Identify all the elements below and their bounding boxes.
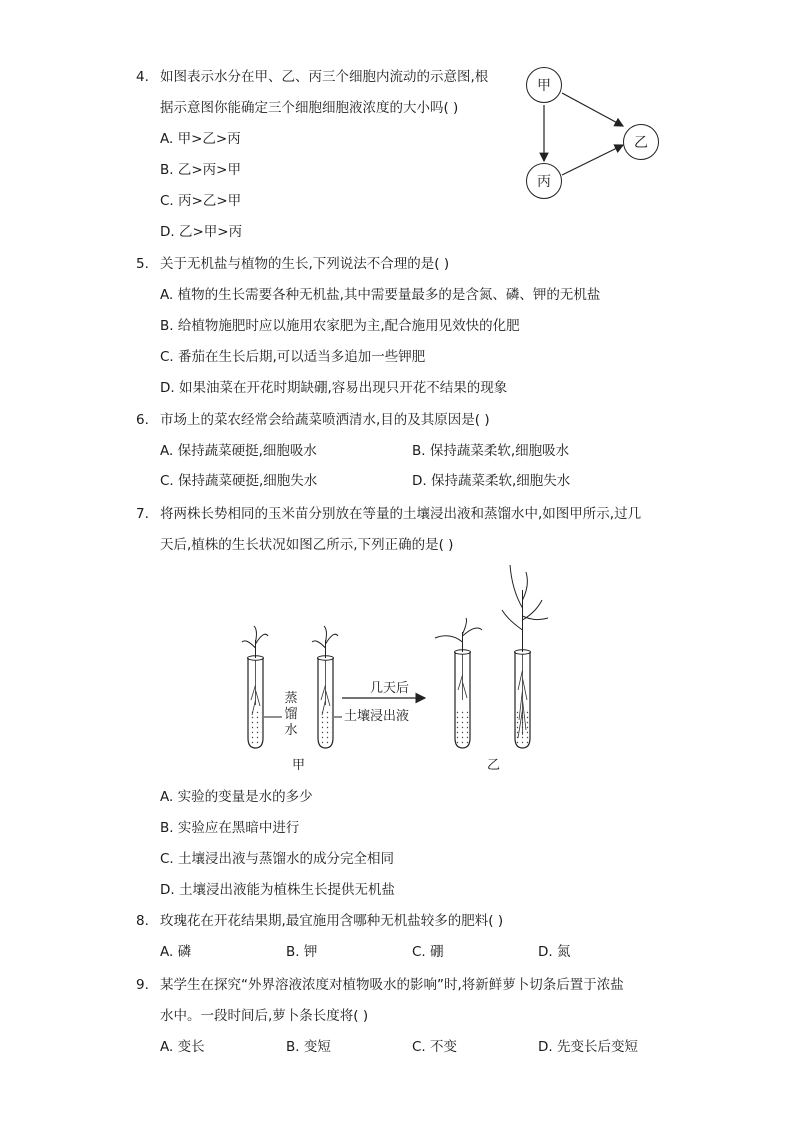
label-days-later: 几天后 xyxy=(370,681,410,696)
question-4-option-b[interactable]: B. 乙>丙>甲 xyxy=(160,162,241,178)
question-7-option-c[interactable]: C. 土壤浸出液与蒸馏水的成分完全相同 xyxy=(160,851,395,867)
corn-seedling-experiment-figure xyxy=(230,560,560,760)
question-6-stem: 市场上的菜农经常会给蔬菜喷洒清水,目的及其原因是( ) xyxy=(160,412,490,428)
question-7-number: 7. xyxy=(136,506,149,522)
question-7-stem-line1: 将两株长势相同的玉米苗分别放在等量的土壤浸出液和蒸馏水中,如图甲所示,过几 xyxy=(160,506,642,522)
question-5-option-d[interactable]: D. 如果油菜在开花时期缺硼,容易出现只开花不结果的现象 xyxy=(160,380,508,396)
tube-soil-extract-before xyxy=(312,626,338,748)
cell-jia: 甲 xyxy=(526,67,562,103)
label-soil-extract: 土壤浸出液 xyxy=(344,709,410,724)
question-6-option-c[interactable]: C. 保持蔬菜硬挺,细胞失水 xyxy=(160,473,318,489)
label-distilled-water-2: 馏 xyxy=(284,707,298,722)
question-6-option-a[interactable]: A. 保持蔬菜硬挺,细胞吸水 xyxy=(160,443,317,459)
arrow-bing-to-yi xyxy=(562,145,623,175)
question-9-option-d[interactable]: D. 先变长后变短 xyxy=(538,1039,638,1055)
question-7-stem-line2: 天后,植株的生长状况如图乙所示,下列正确的是( ) xyxy=(160,537,454,553)
caption-yi: 乙 xyxy=(487,758,501,773)
question-6-option-d[interactable]: D. 保持蔬菜柔软,细胞失水 xyxy=(412,473,571,489)
question-4-option-d[interactable]: D. 乙>甲>丙 xyxy=(160,224,243,240)
label-distilled-water-1: 蒸 xyxy=(284,691,298,706)
question-8-option-d[interactable]: D. 氮 xyxy=(538,944,571,960)
question-4-option-c[interactable]: C. 丙>乙>甲 xyxy=(160,193,242,209)
question-4-stem-line1: 如图表示水分在甲、乙、丙三个细胞内流动的示意图,根 xyxy=(160,69,489,85)
label-distilled-water-3: 水 xyxy=(284,723,298,738)
tube-soil-extract-after xyxy=(502,565,548,748)
question-8-number: 8. xyxy=(136,913,149,929)
question-9-stem-line1: 某学生在探究“外界溶液浓度对植物吸水的影响”时,将新鲜萝卜切条后置于浓盐 xyxy=(160,977,624,993)
question-6-option-b[interactable]: B. 保持蔬菜柔软,细胞吸水 xyxy=(412,443,570,459)
question-9-option-a[interactable]: A. 变长 xyxy=(160,1039,205,1055)
question-5-option-a[interactable]: A. 植物的生长需要各种无机盐,其中需要量最多的是含氮、磷、钾的无机盐 xyxy=(160,287,601,303)
question-5-option-b[interactable]: B. 给植物施肥时应以施用农家肥为主,配合施用见效快的化肥 xyxy=(160,318,520,334)
question-9-option-c[interactable]: C. 不变 xyxy=(412,1039,458,1055)
question-7-option-a[interactable]: A. 实验的变量是水的多少 xyxy=(160,789,313,805)
question-4-stem-line2: 据示意图你能确定三个细胞细胞液浓度的大小吗( ) xyxy=(160,100,459,116)
question-9-stem-line2: 水中。一段时间后,萝卜条长度将( ) xyxy=(160,1008,369,1024)
question-9-number: 9. xyxy=(136,977,149,993)
tube-distilled-water-after xyxy=(435,618,482,748)
question-5-number: 5. xyxy=(136,256,149,272)
question-8-option-b[interactable]: B. 钾 xyxy=(286,944,318,960)
caption-jia: 甲 xyxy=(292,758,306,773)
arrow-jia-to-yi xyxy=(562,93,623,126)
cell-yi: 乙 xyxy=(623,124,659,160)
question-8-option-a[interactable]: A. 磷 xyxy=(160,944,192,960)
question-7-option-b[interactable]: B. 实验应在黑暗中进行 xyxy=(160,820,300,836)
question-5-stem: 关于无机盐与植物的生长,下列说法不合理的是( ) xyxy=(160,256,450,272)
question-4-option-a[interactable]: A. 甲>乙>丙 xyxy=(160,131,241,147)
tube-distilled-water-before xyxy=(242,626,268,748)
question-5-option-c[interactable]: C. 番茄在生长后期,可以适当多追加一些钾肥 xyxy=(160,349,426,365)
question-7-option-d[interactable]: D. 土壤浸出液能为植株生长提供无机盐 xyxy=(160,882,395,898)
question-8-stem: 玫瑰花在开花结果期,最宜施用含哪种无机盐较多的肥料( ) xyxy=(160,913,504,929)
question-8-option-c[interactable]: C. 硼 xyxy=(412,944,444,960)
cell-bing: 丙 xyxy=(526,163,562,199)
question-9-option-b[interactable]: B. 变短 xyxy=(286,1039,331,1055)
question-4-number: 4. xyxy=(136,69,149,85)
question-6-number: 6. xyxy=(136,412,149,428)
